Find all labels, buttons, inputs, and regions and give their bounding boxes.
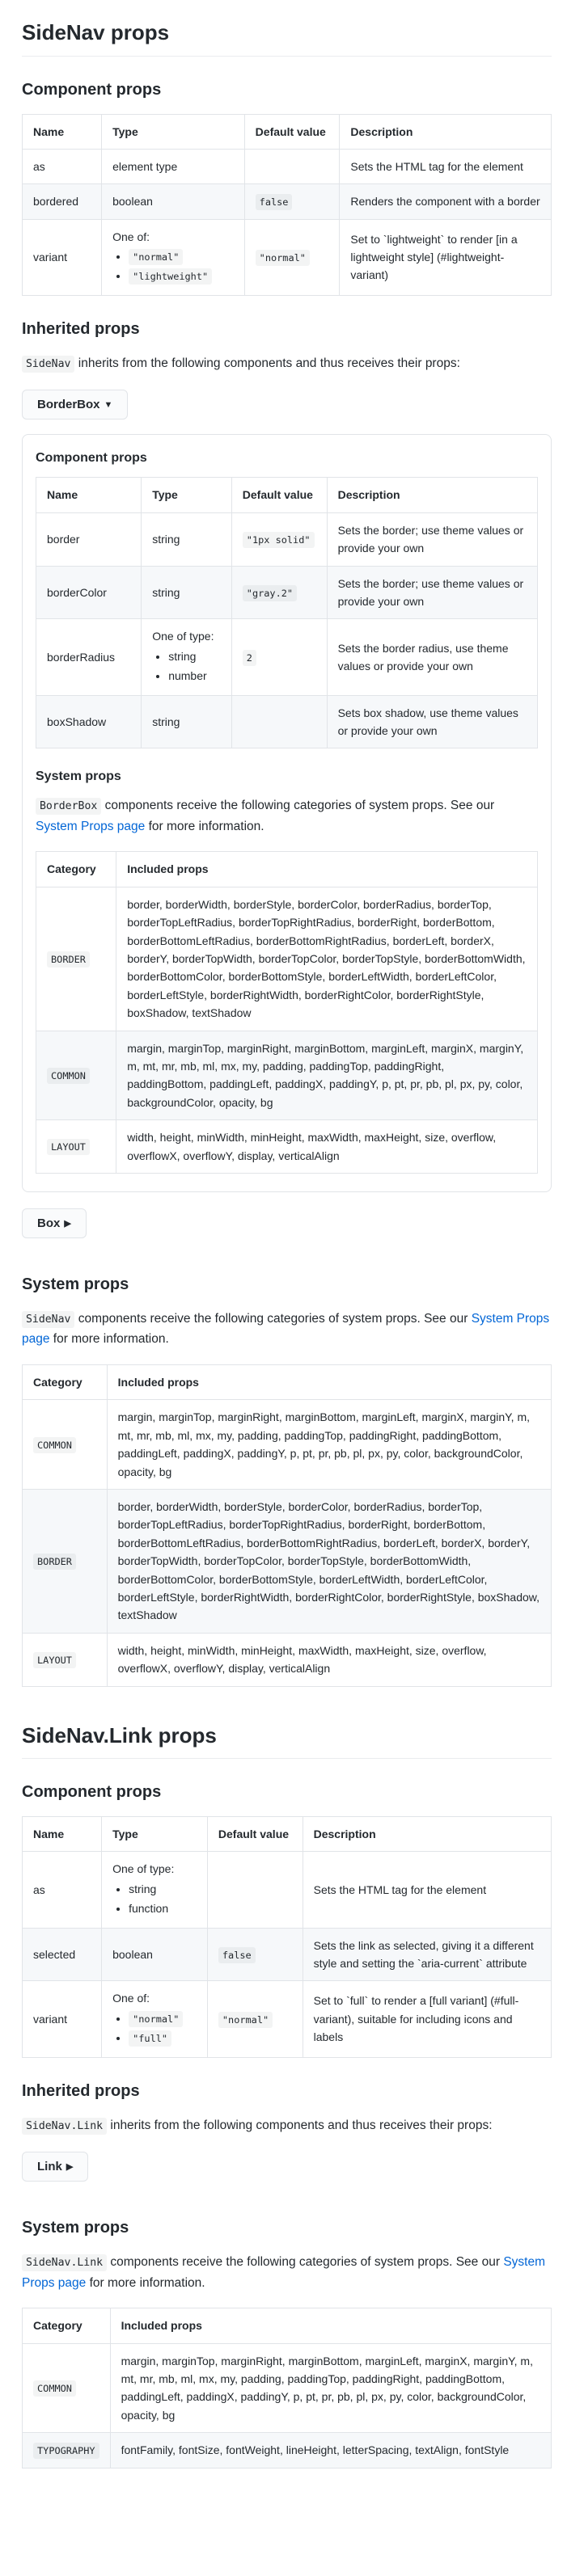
- table-row: [23, 219, 552, 295]
- included-props-cell: margin, marginTop, marginRight, marginBottom, marginLeft, marginX, marginY, m, mt, mr, mb, ml, mx, my, padding, paddingTop, paddingRight, paddingBottom, paddingLeft, paddingX, paddingY, p, pt, pr, pb, pl, px, py, color, backgroundColor, opacity, bg: [107, 1400, 551, 1490]
- sidenav-component-props-table: [22, 114, 552, 296]
- column-header-category: Category: [23, 2308, 111, 2343]
- table-row: [36, 619, 538, 695]
- system-props-page-link[interactable]: System Props page: [22, 2255, 545, 2290]
- table-row: [23, 1852, 552, 1928]
- prop-description-cell: Set to `lightweight` to render [in a lightweight style] (#lightweight-variant): [340, 219, 552, 295]
- column-header-category: Category: [36, 852, 116, 887]
- prop-default-cell: [207, 1928, 303, 1981]
- one-of-label: One of:: [112, 1992, 150, 2005]
- prop-name-cell: as: [23, 1852, 102, 1928]
- default-value-code: "normal": [256, 250, 310, 266]
- prop-default-cell: [231, 566, 327, 619]
- component-name-code: SideNav.Link: [22, 2118, 107, 2135]
- borderbox-component-props-table: [36, 477, 538, 748]
- table-row: [36, 512, 538, 566]
- category-cell: [23, 2433, 111, 2468]
- included-props-cell: width, height, minWidth, minHeight, maxWidth, maxHeight, size, overflow, overflowX, overflowY, display, verticalAlign: [116, 1120, 538, 1174]
- prop-default-cell: [244, 184, 340, 219]
- prop-default-cell: [244, 219, 340, 295]
- category-code: BORDER: [47, 951, 90, 968]
- system-props-heading: System props: [22, 1275, 129, 1293]
- type-option-code: "normal": [129, 249, 183, 265]
- prop-name-cell: variant: [23, 219, 102, 295]
- prop-description-cell: Set to `full` to render a [full variant] (#full-variant), suitable for including icons and labels: [303, 1981, 551, 2057]
- column-header-included-props: Included props: [107, 1365, 551, 1400]
- prop-description-cell: Sets the border; use theme values or provide your own: [327, 566, 537, 619]
- table-row: [36, 695, 538, 748]
- prop-type-cell: [102, 1852, 208, 1928]
- borderbox-toggle-button[interactable]: BorderBox ▼: [22, 390, 128, 419]
- prop-type-cell: string: [142, 695, 232, 748]
- table-row: [36, 1120, 538, 1174]
- category-cell: [36, 1031, 116, 1120]
- panel-system-props-heading: System props: [36, 769, 121, 784]
- category-code: TYPOGRAPHY: [33, 2443, 99, 2459]
- prop-description-cell: Sets the link as selected, giving it a different style and setting the `aria-current` attribute: [303, 1928, 551, 1981]
- table-row: [36, 566, 538, 619]
- prop-description-cell: Sets the HTML tag for the element: [303, 1852, 551, 1928]
- chevron-right-icon: ▶: [64, 1218, 71, 1229]
- table-row: [23, 184, 552, 219]
- category-code: COMMON: [33, 1437, 76, 1453]
- column-header-type: Type: [102, 114, 245, 149]
- box-toggle-button[interactable]: Box ▶: [22, 1208, 87, 1238]
- prop-name-cell: bordered: [23, 184, 102, 219]
- table-header-row: [23, 114, 552, 149]
- column-header-default: Default value: [244, 114, 340, 149]
- included-props-cell: width, height, minWidth, minHeight, maxWidth, maxHeight, size, overflow, overflowX, overflowY, display, verticalAlign: [107, 1633, 551, 1686]
- type-option: • string: [168, 647, 221, 665]
- table-header-row: [23, 1365, 552, 1400]
- default-value-code: false: [256, 194, 293, 210]
- link-toggle-button[interactable]: Link ▶: [22, 2152, 88, 2182]
- category-cell: [36, 1120, 116, 1174]
- included-props-cell: margin, marginTop, marginRight, marginBottom, marginLeft, marginX, marginY, m, mt, mr, mb, ml, mx, my, padding, paddingTop, paddingRight, paddingBottom, paddingLeft, paddingX, paddingY, p, pt, pr, pb, pl, px, py, color, backgroundColor, opacity, bg: [110, 2343, 551, 2433]
- prop-name-cell: variant: [23, 1981, 102, 2057]
- prop-description-cell: Sets the border; use theme values or provide your own: [327, 512, 537, 566]
- prop-type-cell: boolean: [102, 184, 245, 219]
- column-header-type: Type: [102, 1817, 208, 1852]
- component-props-heading: Component props: [22, 80, 162, 99]
- chevron-right-icon: ▶: [66, 2162, 74, 2173]
- type-option: • string: [129, 1880, 197, 1898]
- category-code: LAYOUT: [33, 1652, 76, 1668]
- page-title: SideNav props: [22, 19, 552, 57]
- component-name-code: SideNav.Link: [22, 2254, 107, 2271]
- inherited-props-heading: Inherited props: [22, 2081, 140, 2100]
- prop-type-cell: [142, 619, 232, 695]
- inherited-props-heading: Inherited props: [22, 319, 140, 338]
- category-code: COMMON: [33, 2380, 76, 2397]
- panel-component-props-heading: Component props: [36, 451, 147, 466]
- prop-default-cell: [231, 695, 327, 748]
- type-options-list: [112, 2009, 197, 2047]
- system-props-intro: SideNav.Link components receive the following categories of system props. See our System Props page for more information.: [22, 2255, 545, 2290]
- default-value-code: "gray.2": [243, 585, 297, 601]
- category-cell: [23, 1400, 108, 1490]
- type-option: [129, 2009, 197, 2027]
- prop-name-cell: borderColor: [36, 566, 142, 619]
- borderbox-inherited-panel: [22, 434, 552, 1192]
- prop-name-cell: borderRadius: [36, 619, 142, 695]
- included-props-cell: border, borderWidth, borderStyle, borderColor, borderRadius, borderTop, borderTopLeftRadius, borderTopRightRadius, borderRight, borderBottom, borderBottomLeftRadius, borderBottomRightRadius, borderLeft, borderX, borderY, borderTopWidth, borderTopColor, borderTopStyle, borderBottomWidth, borderBottomColor, borderBottomStyle, borderLeftWidth, borderLeftColor, borderLeftStyle, borderRightWidth, borderRightColor, borderRightStyle, boxShadow, textShadow: [107, 1489, 551, 1633]
- prop-name-cell: as: [23, 149, 102, 183]
- category-code: COMMON: [47, 1068, 90, 1084]
- category-code: LAYOUT: [47, 1139, 90, 1155]
- column-header-name: Name: [23, 114, 102, 149]
- table-header-row: [23, 1817, 552, 1852]
- column-header-name: Name: [23, 1817, 102, 1852]
- column-header-default: Default value: [231, 478, 327, 512]
- type-option-code: "lightweight": [129, 268, 212, 285]
- borderbox-system-props-table: [36, 851, 538, 1173]
- prop-type-cell: element type: [102, 149, 245, 183]
- table-row: [23, 1928, 552, 1981]
- type-option: [129, 267, 234, 285]
- column-header-name: Name: [36, 478, 142, 512]
- system-props-heading: System props: [22, 2219, 129, 2237]
- one-of-label: One of type:: [112, 1862, 175, 1876]
- table-row: [23, 2343, 552, 2433]
- type-option: • function: [129, 1899, 197, 1917]
- type-option-code: "normal": [129, 2011, 183, 2027]
- one-of-label: One of:: [112, 230, 150, 243]
- prop-type-cell: [102, 1981, 208, 2057]
- type-options-list: [152, 647, 221, 685]
- table-header-row: [36, 478, 538, 512]
- column-header-default: Default value: [207, 1817, 303, 1852]
- prop-description-cell: Sets the HTML tag for the element: [340, 149, 552, 183]
- default-value-code: "normal": [218, 2012, 273, 2028]
- category-cell: [23, 2343, 111, 2433]
- type-option-code: "full": [129, 2030, 171, 2047]
- column-header-description: Description: [303, 1817, 551, 1852]
- category-code: BORDER: [33, 1554, 76, 1570]
- table-row: [23, 149, 552, 183]
- default-value-code: false: [218, 1947, 256, 1963]
- prop-type-cell: string: [142, 566, 232, 619]
- column-header-type: Type: [142, 478, 232, 512]
- table-row: [23, 1400, 552, 1490]
- system-props-page-link[interactable]: System Props page: [22, 1311, 550, 1347]
- included-props-cell: fontFamily, fontSize, fontWeight, lineHeight, letterSpacing, textAlign, fontStyle: [110, 2433, 551, 2468]
- prop-default-cell: [231, 512, 327, 566]
- component-name-code: SideNav: [22, 356, 74, 373]
- prop-name-cell: boxShadow: [36, 695, 142, 748]
- table-row: [23, 1633, 552, 1686]
- column-header-included-props: Included props: [116, 852, 538, 887]
- default-value-code: "1px solid": [243, 532, 315, 548]
- column-header-description: Description: [327, 478, 537, 512]
- table-header-row: [36, 852, 538, 887]
- table-row: [36, 1031, 538, 1120]
- type-option: [129, 247, 234, 265]
- table-row: [23, 1489, 552, 1633]
- table-row: [23, 1981, 552, 2057]
- category-cell: [36, 887, 116, 1031]
- prop-type-cell: string: [142, 512, 232, 566]
- category-cell: [23, 1633, 108, 1686]
- default-value-code: 2: [243, 650, 256, 666]
- prop-default-cell: [244, 149, 340, 183]
- prop-name-cell: border: [36, 512, 142, 566]
- one-of-label: One of type:: [152, 630, 214, 643]
- inherited-props-intro: SideNav.Link inherits from the following components and thus receives their props:: [22, 2115, 552, 2136]
- component-props-heading: Component props: [22, 1783, 162, 1801]
- prop-default-cell: [207, 1852, 303, 1928]
- panel-system-props-intro: BorderBox components receive the following categories of system props. See our System Props page for more information.: [36, 799, 495, 833]
- sidenav-link-component-props-table: [22, 1816, 552, 2058]
- component-name-code: SideNav: [22, 1311, 74, 1328]
- chevron-down-icon: ▼: [104, 400, 113, 411]
- prop-default-cell: [231, 619, 327, 695]
- type-options-list: [112, 247, 234, 285]
- prop-default-cell: [207, 1981, 303, 2057]
- included-props-cell: margin, marginTop, marginRight, marginBottom, marginLeft, marginX, marginY, m, mt, mr, mb, ml, mx, my, padding, paddingTop, paddingRight, paddingBottom, paddingLeft, paddingX, paddingY, p, pt, pr, pb, pl, px, py, color, backgroundColor, opacity, bg: [116, 1031, 538, 1120]
- type-option: [129, 2029, 197, 2047]
- prop-type-cell: [102, 219, 245, 295]
- table-row: [36, 887, 538, 1031]
- prop-description-cell: Sets box shadow, use theme values or provide your own: [327, 695, 537, 748]
- column-header-category: Category: [23, 1365, 108, 1400]
- component-name-code: BorderBox: [36, 798, 101, 815]
- type-option: • number: [168, 667, 221, 685]
- column-header-included-props: Included props: [110, 2308, 551, 2343]
- table-header-row: [23, 2308, 552, 2343]
- prop-description-cell: Renders the component with a border: [340, 184, 552, 219]
- system-props-page-link[interactable]: System Props page: [36, 819, 146, 833]
- table-row: [23, 2433, 552, 2468]
- included-props-cell: border, borderWidth, borderStyle, borderColor, borderRadius, borderTop, borderTopLeftRadius, borderTopRightRadius, borderRight, borderBottom, borderBottomLeftRadius, borderBottomRightRadius, borderLeft, borderX, borderY, borderTopWidth, borderTopColor, borderTopStyle, borderBottomWidth, borderBottomColor, borderBottomStyle, borderLeftWidth, borderLeftColor, borderLeftStyle, borderRightWidth, borderRightColor, borderRightStyle, boxShadow, textShadow: [116, 887, 538, 1031]
- category-cell: [23, 1489, 108, 1633]
- sidenav-link-system-props-table: [22, 2308, 552, 2468]
- sidenav-system-props-table: [22, 1364, 552, 1686]
- page-title-sidenav-link: SideNav.Link props: [22, 1722, 552, 1760]
- prop-description-cell: Sets the border radius, use theme values or provide your own: [327, 619, 537, 695]
- prop-name-cell: selected: [23, 1928, 102, 1981]
- type-options-list: [112, 1880, 197, 1918]
- system-props-intro: SideNav components receive the following categories of system props. See our System Props page for more information.: [22, 1311, 550, 1347]
- prop-type-cell: boolean: [102, 1928, 208, 1981]
- inherited-props-intro: SideNav inherits from the following components and thus receives their props:: [22, 353, 552, 374]
- column-header-description: Description: [340, 114, 552, 149]
